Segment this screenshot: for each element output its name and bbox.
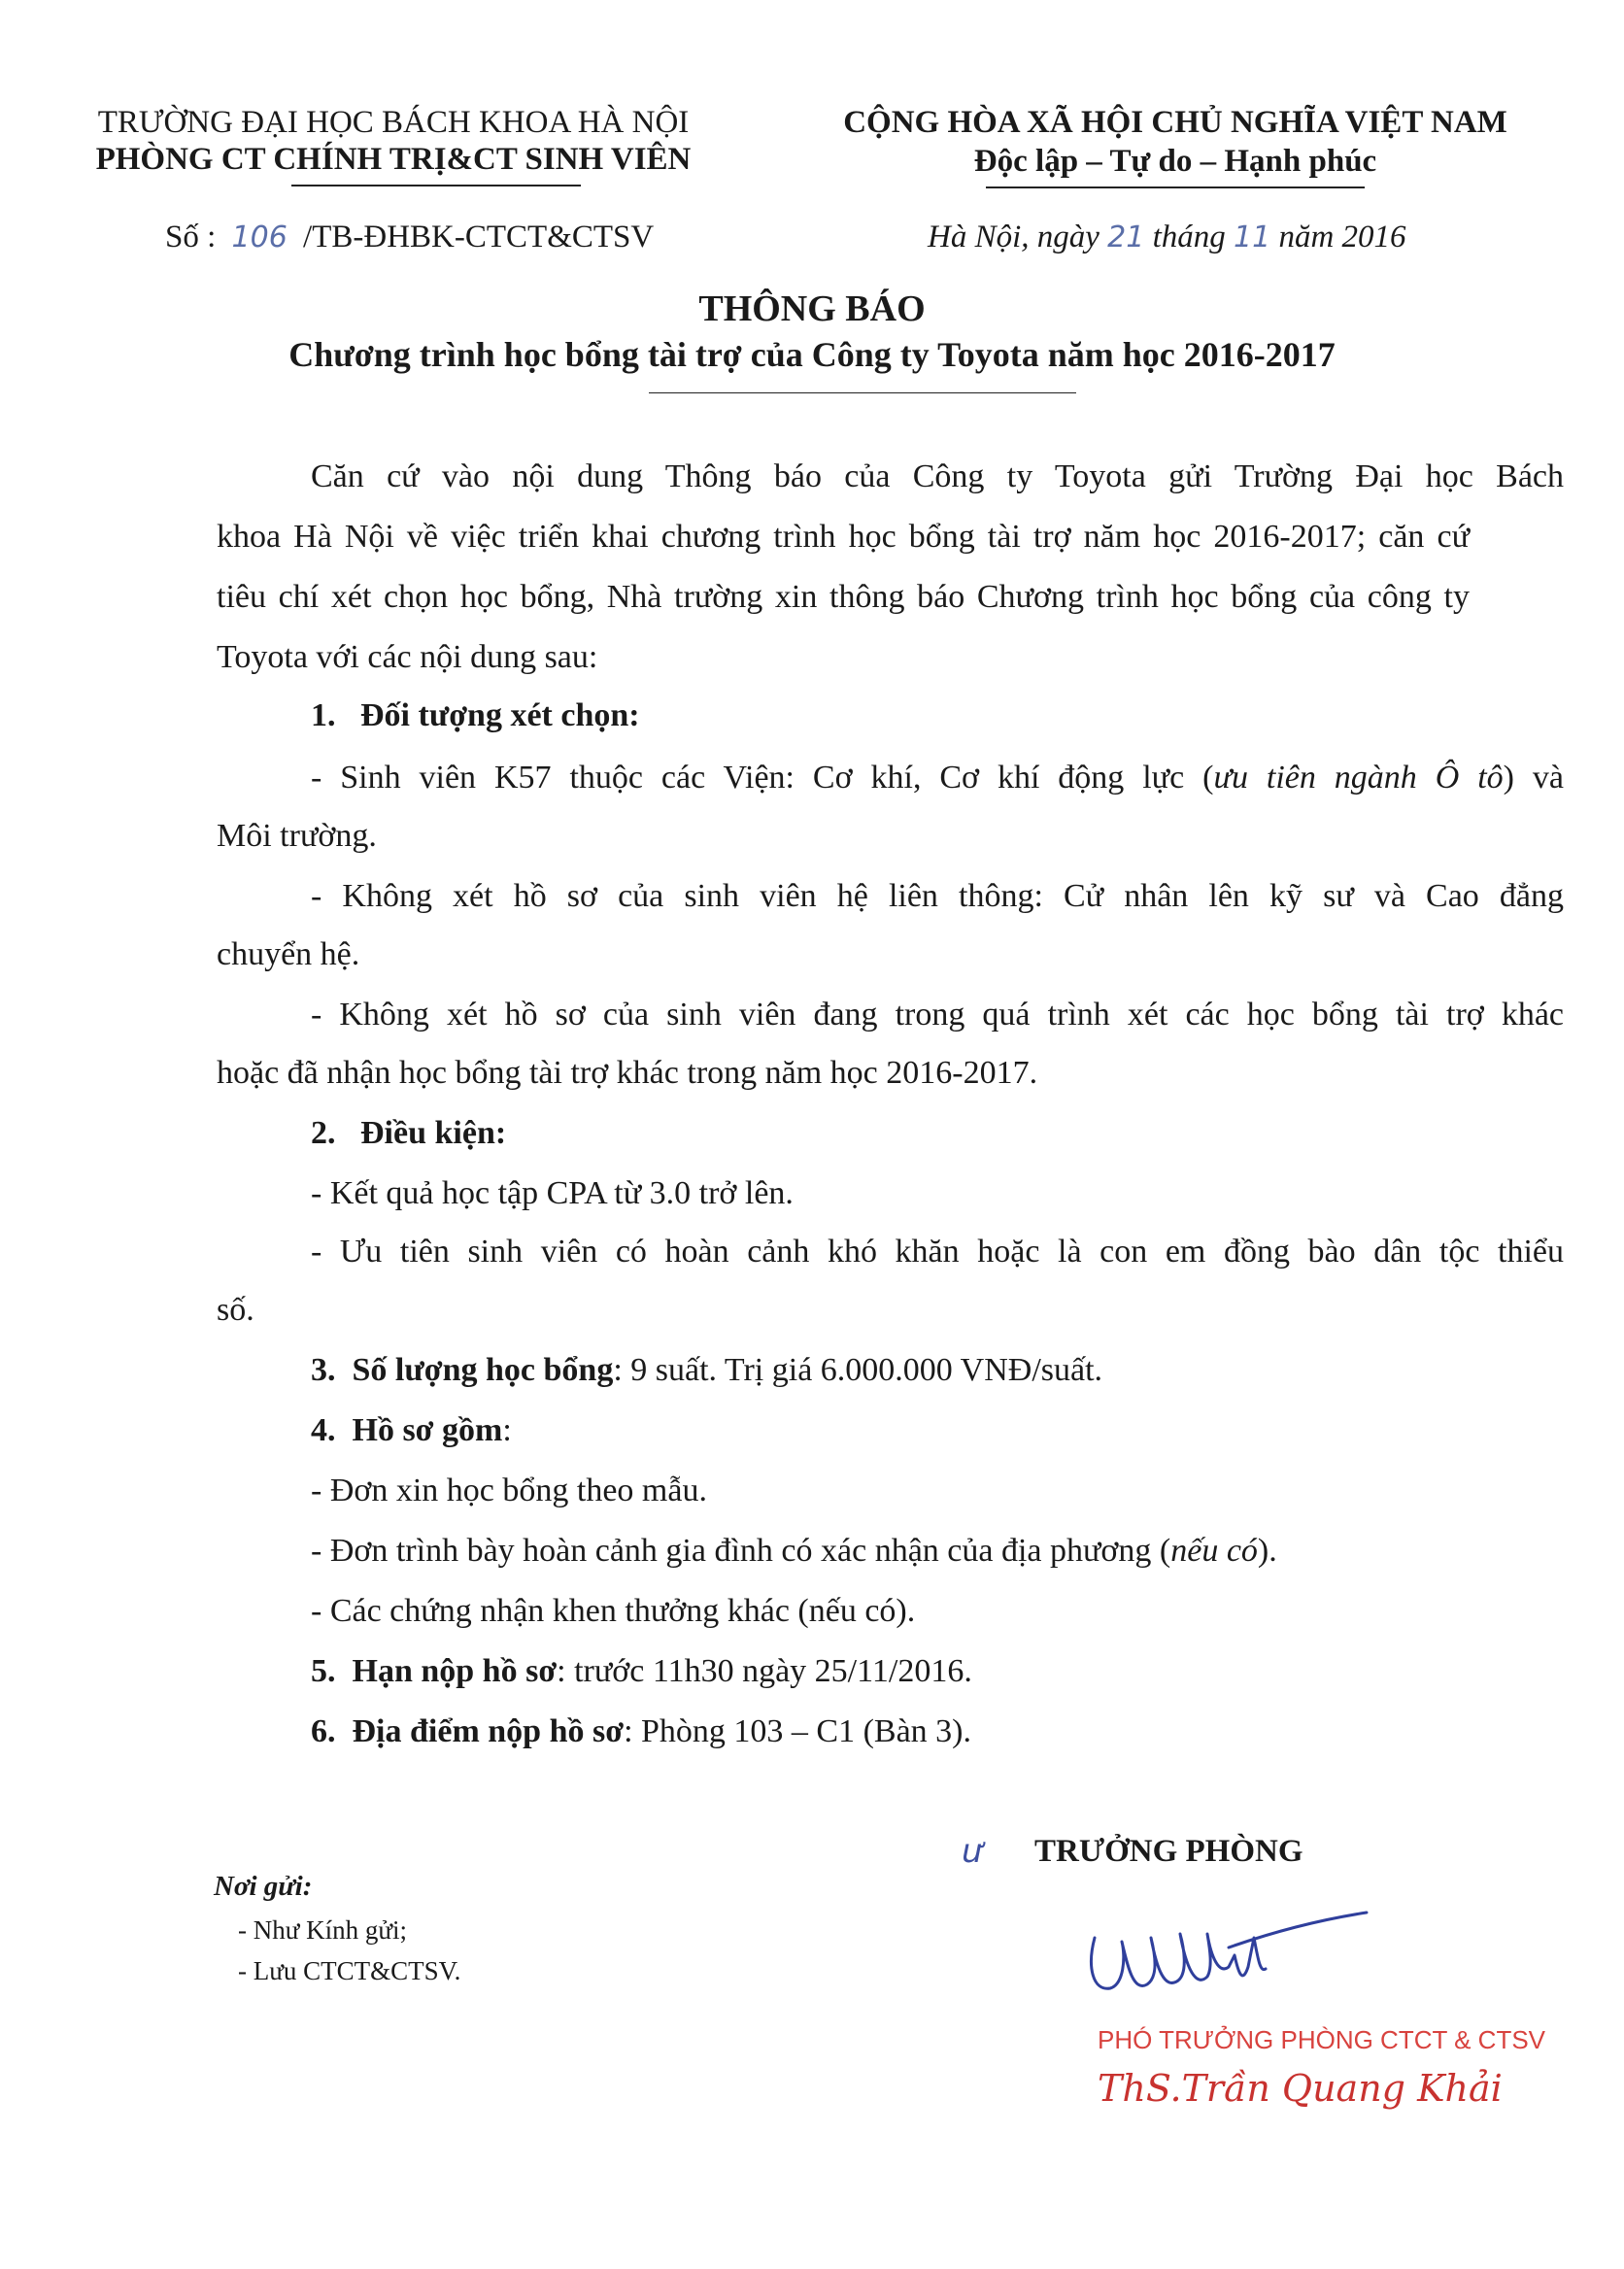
section-1-bullet-2: - Không xét hồ sơ của sinh viên hệ liên thông: Cử nhân lên kỹ sư và Cao đẳng [311, 878, 1564, 914]
section-1-bullet-1 [217, 748, 1564, 808]
section-3-title: Số lượng học bổng [352, 1352, 614, 1388]
stamp-role: PHÓ TRƯỞNG PHÒNG CTCT & CTSV [1098, 2025, 1546, 2054]
recipient-item-2: - Lưu CTCT&CTSV. [238, 1956, 461, 1985]
s1-b1-italic: ưu tiên ngành Ô tô [1213, 760, 1504, 796]
signatory-role: TRƯỞNG PHÒNG [1034, 1834, 1303, 1869]
section-1-bullet-2-cont: chuyển hệ. [217, 936, 360, 972]
intro-line-4: Toyota với các nội dung sau: [217, 639, 598, 675]
section-4-colon: : [502, 1412, 512, 1448]
section-1-bullet-3: - Không xét hồ sơ của sinh viên đang trong quá trình xét các học bổng tài trợ khác [311, 997, 1564, 1033]
date-month-label: tháng [1152, 220, 1226, 254]
s1-b1-text-a: - Sinh viên K57 thuộc các Viện: Cơ khí, Cơ khí động lực ( [311, 760, 1214, 796]
section-1-bullet-1-cont: Môi trường. [217, 818, 377, 854]
intro-line-2: khoa Hà Nội về việc triển khai chương trình học bổng tài trợ năm học 2016-2017; căn cứ [217, 519, 1470, 555]
section-6-text: : Phòng 103 – C1 (Bàn 3). [624, 1713, 972, 1749]
section-3-number: 3. [311, 1352, 336, 1388]
recipient-item-1: - Như Kính gửi; [238, 1915, 408, 1945]
section-6-title: Địa điểm nộp hồ sơ [352, 1713, 625, 1749]
s1-b1-text-b: ) và [1503, 760, 1564, 796]
section-1-number: 1. [311, 697, 336, 733]
section-2-number: 2. [311, 1115, 336, 1151]
section-1-heading [311, 697, 640, 734]
national-motto: Độc lập – Tự do – Hạnh phúc [973, 144, 1377, 179]
section-2-bullet-2: - Ưu tiên sinh viên có hoàn cảnh khó khăn hoặc là con em đồng bào dân tộc thiểu [311, 1234, 1564, 1270]
number-handwritten: 106 [231, 220, 288, 254]
title-underline [649, 392, 1076, 393]
section-4-bullet-1: - Đơn xin học bổng theo mẫu. [311, 1473, 707, 1508]
notice-title: THÔNG BÁO [698, 288, 926, 329]
document-date [928, 220, 1406, 255]
section-6-number: 6. [311, 1713, 336, 1749]
section-2-heading [311, 1115, 506, 1152]
date-month: 11 [1234, 220, 1271, 254]
section-5-text: : trước 11h30 ngày 25/11/2016. [557, 1653, 972, 1689]
intro-line-1: Căn cứ vào nội dung Thông báo của Công ty Toyota gửi Trường Đại học Bách [311, 458, 1564, 494]
s4-b2-text-a: - Đơn trình bày hoàn cảnh gia đình có xác nhận của địa phương ( [311, 1533, 1171, 1569]
document-number [165, 220, 654, 255]
section-3-text: : 9 suất. Trị giá 6.000.000 VNĐ/suất. [613, 1352, 1103, 1388]
section-4-number: 4. [311, 1412, 336, 1448]
department-name: PHÒNG CT CHÍNH TRỊ&CT SINH VIÊN [95, 142, 692, 177]
section-4-bullet-2 [311, 1533, 1277, 1570]
section-4-heading [311, 1412, 512, 1449]
initial-mark: ư [962, 1832, 983, 1871]
section-4-bullet-3: - Các chứng nhận khen thưởng khác (nếu có). [311, 1593, 916, 1629]
section-3-heading [311, 1352, 1102, 1389]
intro-line-3: tiêu chí xét chọn học bổng, Nhà trường xin thông báo Chương trình học bổng của công ty [217, 579, 1470, 615]
section-5-title: Hạn nộp hồ sơ [352, 1653, 558, 1689]
section-1-bullet-3-cont: hoặc đã nhận học bổng tài trợ khác trong năm học 2016-2017. [217, 1055, 1038, 1091]
recipients-title: Nơi gửi: [214, 1871, 313, 1902]
stamp-name: ThS.Trần Quang Khải [1098, 2067, 1503, 2110]
date-day: 21 [1107, 220, 1145, 254]
section-5-number: 5. [311, 1653, 336, 1689]
header-left-underline [291, 185, 581, 186]
republic-name: CỘNG HÒA XÃ HỘI CHỦ NGHĨA VIỆT NAM [843, 105, 1507, 140]
handwritten-signature [1083, 1899, 1374, 2006]
section-1-title: Đối tượng xét chọn: [360, 697, 640, 733]
s4-b2-text-b: ). [1257, 1533, 1277, 1569]
school-name: TRƯỜNG ĐẠI HỌC BÁCH KHOA HÀ NỘI [97, 105, 690, 140]
date-year: năm 2016 [1278, 220, 1406, 254]
number-code: /TB-ĐHBK-CTCT&CTSV [303, 220, 655, 254]
date-prefix: Hà Nội, ngày [928, 220, 1100, 254]
section-6-heading [311, 1713, 971, 1750]
section-5-heading [311, 1653, 972, 1690]
notice-subtitle: Chương trình học bổng tài trợ của Công ty Toyota năm học 2016-2017 [288, 335, 1336, 374]
section-2-bullet-2-cont: số. [217, 1292, 254, 1328]
section-4-title: Hồ sơ gồm [352, 1412, 503, 1448]
section-2-bullet-1: - Kết quả học tập CPA từ 3.0 trở lên. [311, 1175, 794, 1211]
number-prefix: Số : [165, 220, 217, 254]
s4-b2-italic: nếu có [1170, 1533, 1258, 1569]
section-2-title: Điều kiện: [360, 1115, 507, 1151]
header-right-underline [986, 186, 1365, 188]
